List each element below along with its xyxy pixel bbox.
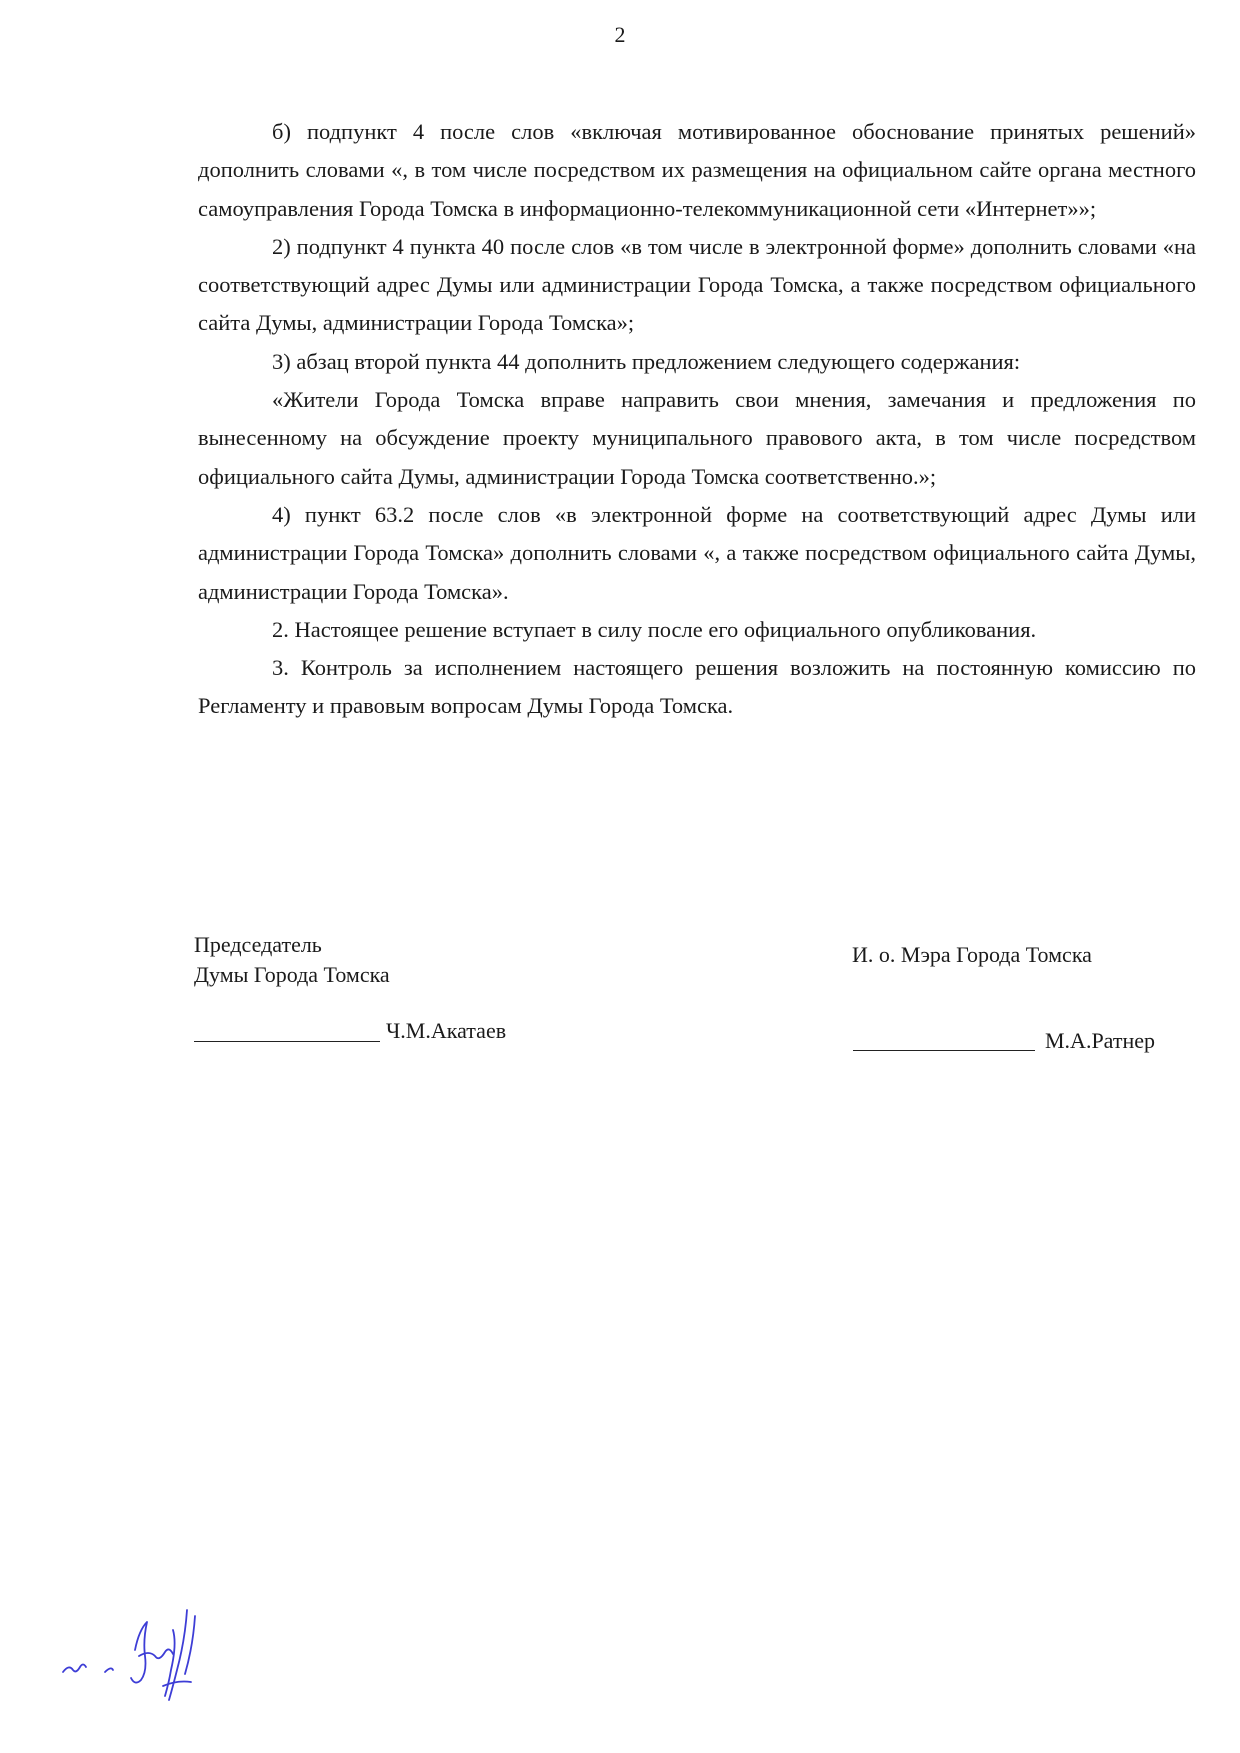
paragraph-subitem-b: б) подпункт 4 после слов «включая мотивированное обоснование принятых решений» дополнить словами «, в том числе посредством их размещения на официальном сайте органа местного самоуправления Города Томска в информационно-телекоммуникационной сети «Интернет»»; xyxy=(198,119,1196,221)
signature-left-name: Ч.М.Акатаев xyxy=(386,1018,507,1043)
signature-left-line xyxy=(194,1041,380,1042)
handwritten-initials-mark xyxy=(55,1600,235,1710)
signature-left-title xyxy=(194,930,390,990)
paragraph-effective-date: 2. Настоящее решение вступает в силу после его официального опубликования. xyxy=(272,616,1037,642)
paragraph-control: 3. Контроль за исполнением настоящего решения возложить на постоянную комиссию по Регламенту и правовым вопросам Думы Города Томска. xyxy=(198,655,1196,719)
document-body xyxy=(198,113,1196,726)
paragraph-quote: «Жители Города Томска вправе направить свои мнения, замечания и предложения по вынесенному на обсуждение проекту муниципального правового акта, в том числе посредством официального сайта Думы, администрации Города Томска соответственно.»; xyxy=(198,387,1196,489)
paragraph-item-3: 3) абзац второй пункта 44 дополнить предложением следующего содержания: xyxy=(272,348,1021,374)
paragraph-item-4: 4) пункт 63.2 после слов «в электронной форме на соответствующий адрес Думы или администрации Города Томска» дополнить словами «, а также посредством официального сайта Думы, администрации Города Томска». xyxy=(198,501,1196,604)
signature-left-title-line1: Председатель xyxy=(194,932,322,957)
paragraph-item-2: 2) подпункт 4 пункта 40 после слов «в том числе в электронной форме» дополнить словами «на соответствующий адрес Думы или администрации Города Томска, а также посредством официального сайта Думы, администрации Города Томска»; xyxy=(198,233,1196,336)
page-number: 2 xyxy=(614,22,626,47)
signature-right-title: И. о. Мэра Города Томска xyxy=(852,942,1092,967)
signature-left-title-line2: Думы Города Томска xyxy=(194,962,390,987)
signature-right-name: М.А.Ратнер xyxy=(1045,1028,1156,1053)
signature-right-line xyxy=(853,1050,1035,1051)
